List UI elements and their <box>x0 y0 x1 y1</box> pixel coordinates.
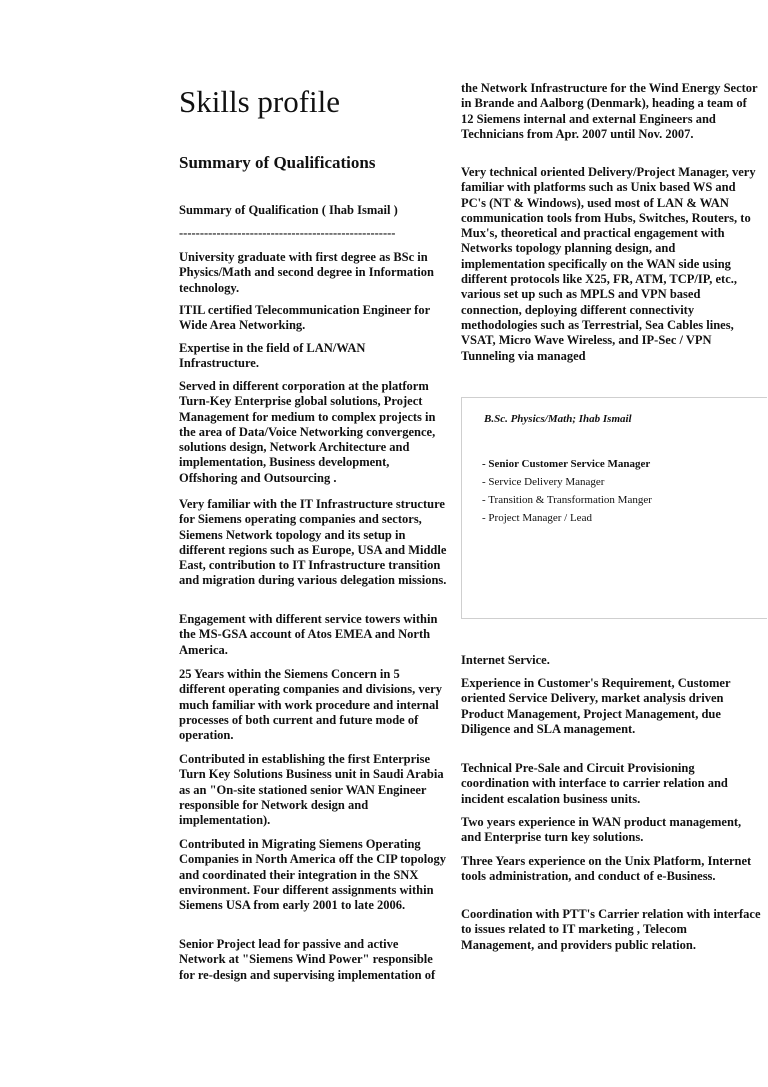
qualification-paragraph: Internet Service. <box>461 653 550 667</box>
profile-callout-box <box>461 397 767 619</box>
dash-separator: ---------------------------------------------------- <box>179 226 396 240</box>
qualification-paragraph: Served in different corporation at the platform Turn-Key Enterprise global solutions, Project Management for medium to complex projects in the area of Data/Voice Networking convergence, solutions design, Network Architecture and implementation, Business development, Offshoring and Outsourcing . <box>179 379 436 485</box>
qualification-paragraph: Contributed in establishing the first Enterprise Turn Key Solutions Business unit in Saudi Arabia as an "On-site stationed senior WAN Engineer responsible for Network design and implementation). <box>179 752 444 828</box>
degree-line: B.Sc. Physics/Math; Ihab Ismail <box>484 413 632 425</box>
qualification-paragraph: Coordination with PTT's Carrier relation with interface to issues related to IT marketing , Telecom Management, and providers public relation. <box>461 907 761 952</box>
role-item: - Service Delivery Manager <box>482 476 605 488</box>
qualification-paragraph: Engagement with different service towers within the MS-GSA account of Atos EMEA and North America. <box>179 612 438 657</box>
qualification-paragraph: Expertise in the field of LAN/WAN Infrastructure. <box>179 341 366 371</box>
qualification-paragraph: Contributed in Migrating Siemens Operating Companies in North America off the CIP topology and coordinated their integration in the SNX environment. Four different assignments within Siemens USA from early 2001 to late 2006. <box>179 837 446 913</box>
role-item: - Senior Customer Service Manager <box>482 458 651 470</box>
qualification-paragraph: Very familiar with the IT Infrastructure structure for Siemens operating companies and sectors, Siemens Network topology and its setup in different regions such as Europe, USA and Middle East, contribution to IT Infrastructure transition and migration during various delegation missions. <box>179 497 447 588</box>
qualification-paragraph: 25 Years within the Siemens Concern in 5 different operating companies and divisions, very much familiar with work procedure and internal processes of both current and future mode of operation. <box>179 667 442 743</box>
qualification-paragraph: Technical Pre-Sale and Circuit Provisioning coordination with interface to carrier relation and incident escalation business units. <box>461 761 728 806</box>
qualification-paragraph: Experience in Customer's Requirement, Customer oriented Service Delivery, market analysis driven Product Management, Project Management, due Diligence and SLA management. <box>461 676 731 736</box>
role-item: - Project Manager / Lead <box>482 512 592 524</box>
qualification-paragraph: Three Years experience on the Unix Platform, Internet tools administration, and conduct of e-Business. <box>461 854 752 884</box>
qualification-paragraph: University graduate with first degree as BSc in Physics/Math and second degree in Information technology. <box>179 250 434 295</box>
qualification-paragraph: Very technical oriented Delivery/Project Manager, very familiar with platforms such as Unix based WS and PC's (NT & Windows), used most of LAN & WAN communication tools from Hubs, Switches, Routers, to Mux's, theoretical and practical engagement with Networks topology planning design, and implementation specifically on the WAN side using different protocols like X25, FR, ATM, TCP/IP, etc., various set up such as MPLS and VPN based connection, deploying different connectivity methodologies such as Terrestrial, Sea Cables lines, VSAT, Micro Wave Wireless, and IP-Sec / VPN Tunneling via managed <box>461 165 756 363</box>
qualification-paragraph: the Network Infrastructure for the Wind Energy Sector in Brande and Aalborg (Denmark), heading a team of 12 Siemens internal and external Engineers and Technicians from Apr. 2007 until Nov. 2007. <box>461 81 758 141</box>
qualification-paragraph: Two years experience in WAN product management, and Enterprise turn key solutions. <box>461 815 742 845</box>
qualification-paragraph: ITIL certified Telecommunication Engineer for Wide Area Networking. <box>179 303 430 333</box>
sub-heading: Summary of Qualification ( Ihab Ismail ) <box>179 203 398 217</box>
qualification-paragraph: Senior Project lead for passive and active Network at "Siemens Wind Power" responsible for re-design and supervising implementation of <box>179 937 436 982</box>
section-title: Summary of Qualifications <box>179 153 376 172</box>
page-title: Skills profile <box>179 84 341 119</box>
role-item: - Transition & Transformation Manger <box>482 494 652 506</box>
